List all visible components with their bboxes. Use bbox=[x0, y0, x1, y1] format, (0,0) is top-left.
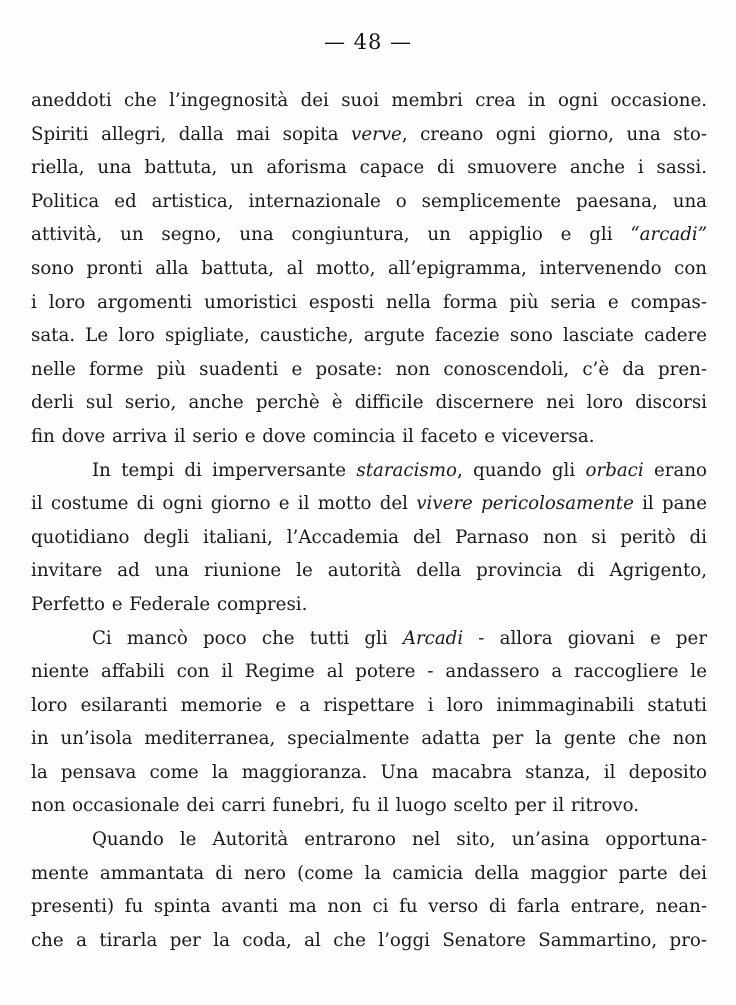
text-line bbox=[31, 924, 707, 958]
paragraph bbox=[31, 454, 707, 622]
text-run: loro esilaranti memorie e a rispettare i loro inimmaginabili statuti bbox=[31, 694, 707, 716]
italic-run: Arcadi bbox=[402, 627, 464, 649]
text-line bbox=[31, 655, 707, 689]
text-run: Quando le Autorità entrarono nel sito, un’asina opportuna- bbox=[92, 829, 707, 851]
text-run: che a tirarla per la coda, al che l’oggi Senatore Sammartino, pro- bbox=[31, 929, 707, 951]
text-run: niente affabili con il Regime al potere - andassero a raccogliere le bbox=[31, 661, 707, 683]
text-run: sono pronti alla battuta, al motto, all’epigramma, intervenendo con bbox=[31, 257, 707, 279]
text-run: , quando gli bbox=[456, 459, 586, 481]
italic-run: verve bbox=[351, 123, 402, 145]
text-line bbox=[31, 286, 707, 320]
text-run: aneddoti che l’ingegnosità dei suoi membri crea in ogni occasione. bbox=[31, 90, 707, 111]
text-run: In tempi di imperversante bbox=[92, 459, 357, 481]
text-run: erano bbox=[643, 459, 707, 481]
paragraph bbox=[31, 622, 707, 824]
text-run: il costume di ogni giorno e il motto del bbox=[31, 493, 417, 515]
text-line bbox=[31, 622, 707, 656]
text-line bbox=[31, 420, 707, 454]
text-run: , creano ogni giorno, una sto- bbox=[401, 123, 707, 145]
text-run: presenti) fu spinta avanti ma non ci fu verso di farla entrare, nean- bbox=[31, 896, 707, 918]
text-line bbox=[31, 756, 707, 790]
italic-run: “arcadi” bbox=[630, 224, 707, 246]
text-line bbox=[31, 554, 707, 588]
text-line bbox=[31, 118, 707, 152]
text-line bbox=[31, 454, 707, 488]
text-run: fin dove arriva il serio e dove comincia il faceto e viceversa. bbox=[31, 425, 595, 447]
text-run: il pane bbox=[633, 493, 707, 515]
text-line bbox=[31, 218, 707, 252]
text-run: mente ammantata di nero (come la camicia della maggior parte dei bbox=[31, 862, 707, 884]
text-run: in un’isola mediterranea, specialmente adatta per la gente che non bbox=[31, 728, 707, 750]
italic-run: orbaci bbox=[585, 459, 644, 481]
text-run: quotidiano degli italiani, l’Accademia del Parnaso non si peritò di bbox=[31, 526, 707, 548]
page-number: — 48 — bbox=[323, 30, 413, 54]
text-run: sata. Le loro spigliate, caustiche, argute facezie sono lasciate cadere bbox=[31, 325, 707, 347]
text-line bbox=[31, 722, 707, 756]
text-line bbox=[31, 588, 707, 622]
text-line bbox=[31, 857, 707, 891]
text-line bbox=[31, 487, 707, 521]
italic-run: vivere pericolosamente bbox=[416, 493, 634, 515]
text-line bbox=[31, 252, 707, 286]
text-run: Perfetto e Federale compresi. bbox=[31, 593, 308, 615]
paragraph bbox=[31, 84, 707, 454]
text-run: derli sul serio, anche perchè è difficile discernere nei loro discorsi bbox=[31, 392, 707, 414]
italic-run: staracismo bbox=[356, 459, 457, 481]
paragraph bbox=[31, 823, 707, 957]
text-line bbox=[31, 823, 707, 857]
body-text bbox=[31, 84, 707, 957]
text-line bbox=[31, 521, 707, 555]
text-line bbox=[31, 689, 707, 723]
text-line bbox=[31, 319, 707, 353]
text-run: la pensava come la maggioranza. Una macabra stanza, il deposito bbox=[31, 761, 707, 783]
text-run: Spiriti allegri, dalla mai sopita bbox=[31, 123, 352, 145]
text-run: Ci mancò poco che tutti gli bbox=[92, 627, 403, 649]
text-line bbox=[31, 789, 707, 823]
text-run: - allora giovani e per bbox=[463, 627, 708, 649]
text-run: nelle forme più suadenti e posate: non conoscendoli, c’è da pren- bbox=[31, 358, 707, 380]
text-run: invitare ad una riunione le autorità della provincia di Agrigento, bbox=[31, 560, 707, 582]
text-run: non occasionale dei carri funebri, fu il luogo scelto per il ritrovo. bbox=[31, 795, 640, 817]
text-run: i loro argomenti umoristici esposti nella forma più seria e compas- bbox=[31, 291, 707, 313]
text-line bbox=[31, 890, 707, 924]
text-line bbox=[31, 151, 707, 185]
text-run: riella, una battuta, un aforisma capace di smuovere anche i sassi. bbox=[31, 157, 707, 179]
text-line bbox=[31, 84, 707, 118]
text-run: attività, un segno, una congiuntura, un appiglio e gli bbox=[31, 224, 631, 246]
text-run: Politica ed artistica, internazionale o semplicemente paesana, una bbox=[31, 190, 707, 212]
text-line bbox=[31, 353, 707, 387]
text-line bbox=[31, 386, 707, 420]
text-line bbox=[31, 185, 707, 219]
